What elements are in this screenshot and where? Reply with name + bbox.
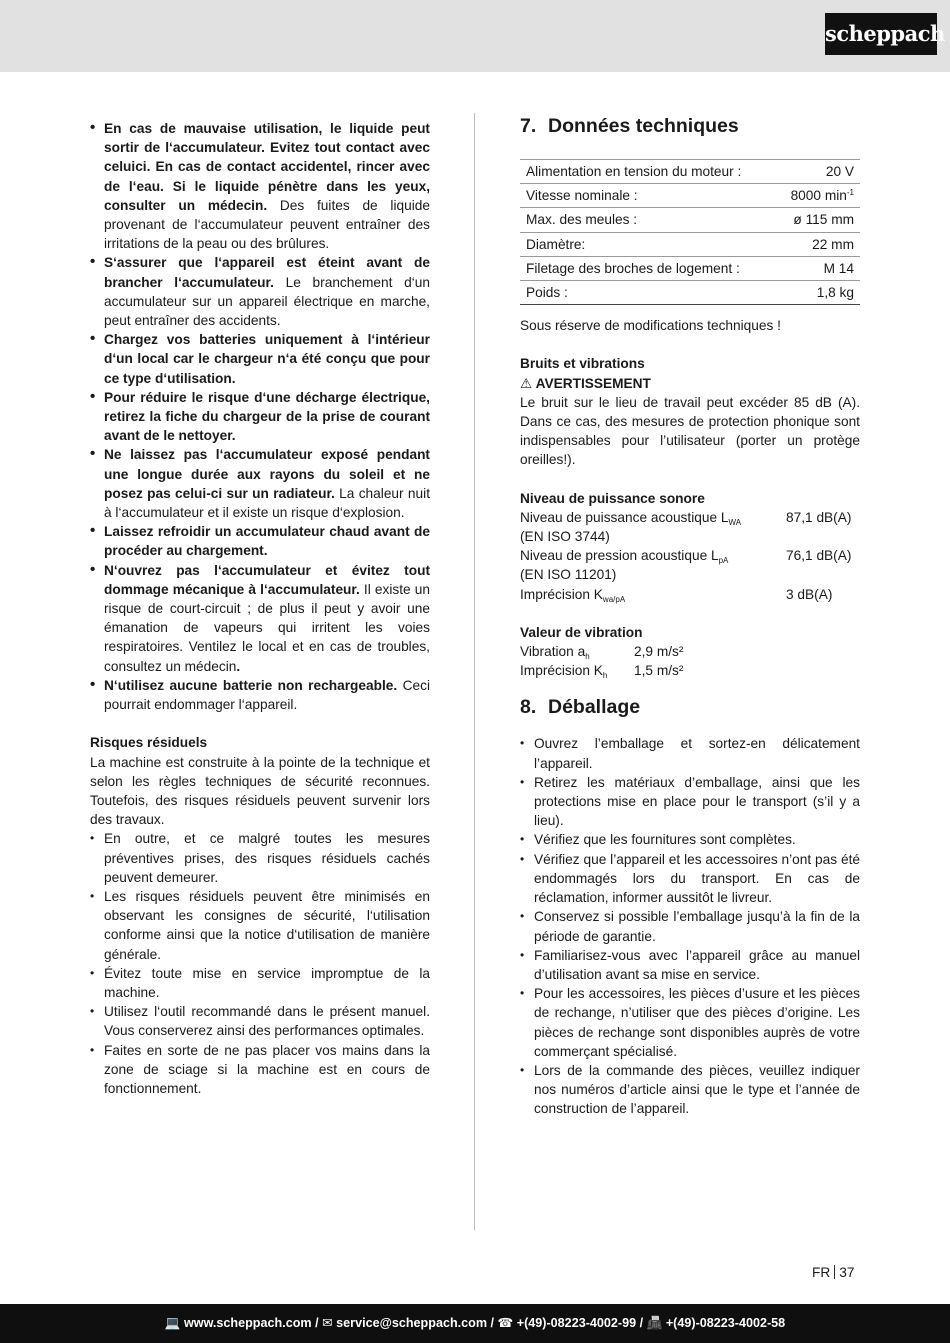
table-row: Poids : 1,8 kg [520, 281, 860, 305]
list-item: • Retirez les matériaux d’emballage, ainsi que les protections mise en place pour le transport (s’il y a lieu). [520, 773, 860, 831]
table-row: Filetage des broches de logement : M 14 [520, 256, 860, 280]
unpack-list [520, 734, 860, 1118]
list-item: • En outre, et ce malgré toutes les mesures préventives prises, des risques résiduels cachés peuvent demeurer. [90, 829, 430, 887]
list-item: • Utilisez l‘outil recommandé dans le présent manuel. Vous conserverez ainsi des performances optimales. [90, 1002, 430, 1040]
spec-standard: (EN ISO 3744) [520, 529, 610, 545]
table-row: Max. des meules : ø 115 mm [520, 208, 860, 232]
safety-bullet: • Ne laissez pas l‘accumulateur exposé pendant une longue durée aux rayons du soleil et ne posez pas celui-ci sur un radiateur. La chaleur nuit à l‘accumulateur et il existe un risque d‘explosion. [90, 445, 430, 522]
sound-power-heading: Niveau de puissance sonore [520, 490, 705, 506]
list-item: • Conservez si possible l’emballage jusqu’à la fin de la période de garantie. [520, 907, 860, 945]
warning-icon: ⚠ [520, 375, 533, 391]
spec-row-lwa: Niveau de puissance acoustique $L_{WA}$ 87,1 dB(A) [520, 509, 852, 527]
list-item: • Faites en sorte de ne pas placer vos mains dans la zone de sciage si la machine est en cours de fonctionnement. [90, 1041, 430, 1099]
table-row: Vitesse nominale : 8000 $\min^{-1}$ [520, 184, 860, 208]
spec-row-kh: Imprécision $K_h$ 1,5 m/s² [520, 663, 684, 681]
scheppach-logo: scheppach [825, 13, 937, 55]
warning-line: ⚠ AVERTISSEMENT [520, 375, 651, 391]
list-item: • Pour les accessoires, les pièces d’usure et les pièces de rechange, n’utiliser que des pièces d’origine. Les pièces de rechange sont disponibles auprès de votre commerçant spécialisé. [520, 984, 860, 1061]
residual-risks-heading: Risques résiduels [90, 735, 208, 751]
list-item: • Vérifiez que l’appareil et les accessoires n’ont pas été endommagés lors du transport. En cas de réclamation, informer aussitôt le livreur. [520, 850, 860, 908]
noise-text: Le bruit sur le lieu de travail peut excéder 85 dB (A). Dans ce cas, des mesures de protection phonique sont indispensables pour l’utilisateur (porter un protège oreilles!). [520, 394, 860, 468]
table-row: Diamètre: 22 mm [520, 232, 860, 256]
safety-bullet: • N‘ouvrez pas l‘accumulateur et évitez tout dommage mécanique à l‘accumulateur. Il existe un risque de court-circuit ; de plus il peut y avoir une émanation de vapeurs qui irritent les voies respiratoires. Ventilez le local et en cas de troubles, consultez un médecin. [90, 561, 430, 676]
mail-icon: ✉ [322, 1316, 333, 1330]
section-heading-tech: 7. Données techniques [520, 115, 739, 137]
header-bar [0, 0, 950, 72]
safety-bullet: • Laissez refroidir un accumulateur chaud avant de procéder au chargement. [90, 522, 430, 560]
list-item: • Vérifiez que les fournitures sont complètes. [520, 830, 860, 849]
safety-bullet: • Pour réduire le risque d‘une décharge électrique, retirez la fiche du chargeur de la prise de courant avant de le nettoyer. [90, 388, 430, 446]
page-number: FR 37 [812, 1265, 855, 1280]
fax-number: +(49)-08223-4002-58 [665, 1316, 786, 1330]
noise-heading: Bruits et vibrations [520, 356, 645, 372]
column-divider [474, 113, 475, 1230]
spec-row-k: Imprécision $K_{wa/pA}$ 3 dB(A) [520, 586, 833, 604]
email-link[interactable]: service@scheppach.com [336, 1316, 488, 1330]
safety-bullet: • S‘assurer que l‘appareil est éteint avant de brancher l‘accumulateur. Le branchement d‘un accumulateur sur un appareil électrique en marche, peut entraîner des accidents. [90, 253, 430, 330]
footer-bar: 💻 www.scheppach.com / ✉ service@scheppach.com / ☎ +(49)-08223-4002-99 / 📠 +(49)-08223-4002-58 [0, 1304, 950, 1343]
safety-bullet: • Chargez vos batteries uniquement à l‘intérieur d‘un local car le chargeur n‘a été conçu que pour ce type d‘utilisation. [90, 330, 430, 388]
tech-data-table [520, 159, 860, 305]
list-item: • Les risques résiduels peuvent être minimisés en observant les consignes de sécurité, l‘utilisation conforme ainsi que la notice d‘utilisation de manière générale. [90, 887, 430, 964]
safety-bullet: • En cas de mauvaise utilisation, le liquide peut sortir de l‘accumulateur. Evitez tout contact avec celuici. En cas de contact accidentel, rincer avec de l‘eau. Si le liquide pénètre dans les yeux, consulter un médecin. Des fuites de liquide provenant de l‘accumulateur peuvent entraîner des irritations de la peau ou des brûlures. [90, 119, 430, 253]
website-link[interactable]: www.scheppach.com [183, 1316, 312, 1330]
safety-bullet: • N‘utilisez aucune batterie non rechargeable. Ceci pourrait endommager l‘appareil. [90, 676, 430, 714]
computer-icon: 💻 [164, 1316, 181, 1330]
table-row: Alimentation en tension du moteur : 20 V [520, 160, 860, 184]
list-item: • Ouvrez l’emballage et sortez-en délicatement l’appareil. [520, 734, 860, 772]
phone-number: +(49)-08223-4002-99 [516, 1316, 637, 1330]
list-item: • Lors de la commande des pièces, veuillez indiquer nos numéros d’article ainsi que le type et l’année de construction de l’appareil. [520, 1061, 860, 1119]
safety-bullet-list [90, 119, 430, 714]
vibration-heading: Valeur de vibration [520, 624, 643, 640]
section-heading-unpack: 8. Déballage [520, 696, 641, 719]
residual-risks-list [90, 829, 430, 1098]
tech-note: Sous réserve de modifications techniques ! [520, 318, 781, 334]
spec-standard: (EN ISO 11201) [520, 567, 617, 583]
phone-icon: ☎ [497, 1316, 514, 1330]
residual-risks-intro: La machine est construite à la pointe de la technique et selon les règles techniques de sécurité reconnues. Toutefois, des risques résiduels peuvent survenir lors des travaux. [90, 754, 430, 828]
list-item: • Évitez toute mise en service impromptue de la machine. [90, 964, 430, 1002]
left-column [90, 119, 430, 1098]
fax-icon: 📠 [646, 1316, 663, 1330]
right-column [520, 112, 860, 1119]
spec-row-ah: Vibration $a_h$ 2,9 m/s² [520, 644, 684, 662]
list-item: • Familiarisez-vous avec l’appareil grâce au manuel d’utilisation avant sa mise en service. [520, 946, 860, 984]
spec-row-lpa: Niveau de pression acoustique $L_{pA}$ 76,1 dB(A) [520, 548, 852, 566]
